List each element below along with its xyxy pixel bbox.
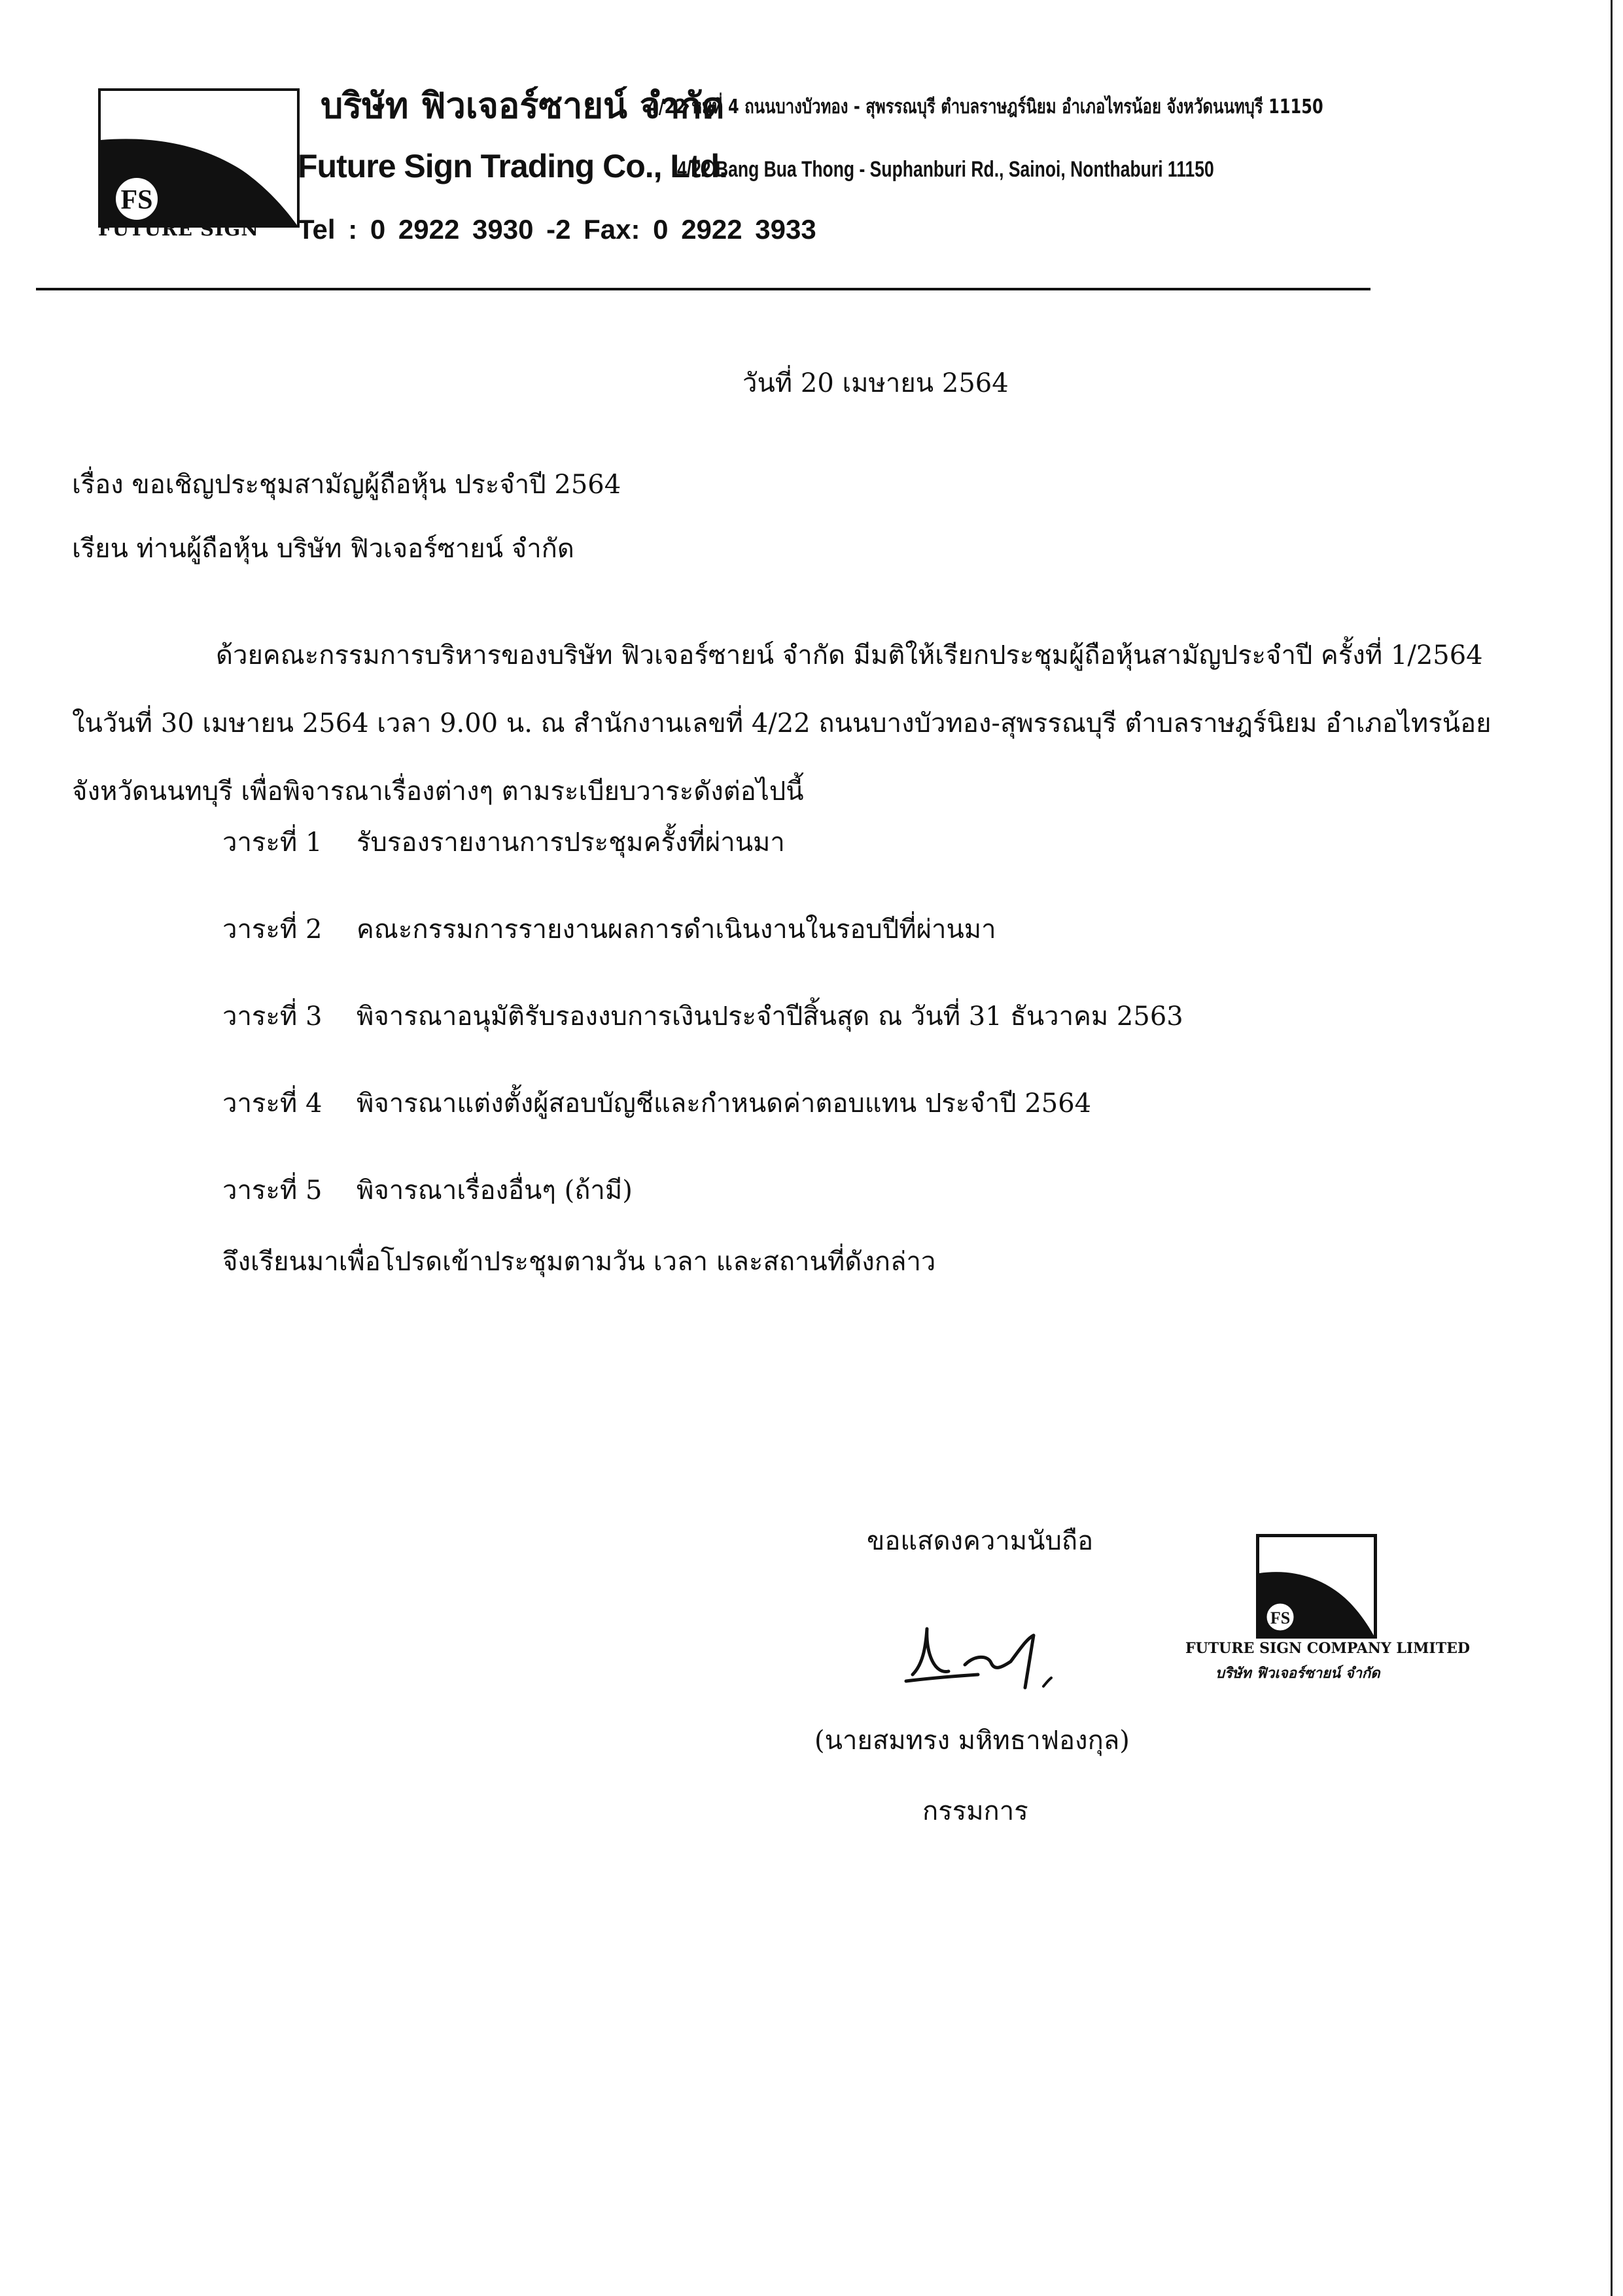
agenda-item: [222, 1169, 1183, 1256]
signer-position: กรรมการ: [922, 1796, 1028, 1826]
company-address-english: 4/22 Bang Bua Thong - Suphanburi Rd., Sainoi, Nonthaburi 11150: [677, 157, 1214, 182]
agenda-text: พิจารณาอนุมัติรับรองงบการเงินประจำปีสิ้นสุด ณ วันที่ 31 ธันวาคม 2563: [357, 1001, 1183, 1032]
agenda-number: วาระที่ 2: [222, 914, 323, 945]
letter-date: วันที่ 20 เมษายน 2564: [742, 368, 1009, 398]
company-phone-fax: Tel : 0 2922 3930 -2 Fax: 0 2922 3933: [298, 214, 816, 245]
seal-monogram: FS: [1270, 1609, 1291, 1627]
letter-subject: เรื่อง ขอเชิญประชุมสามัญผู้ถือหุ้น ประจำปี 2564: [72, 470, 621, 500]
agenda-text: รับรองรายงานการประชุมครั้งที่ผ่านมา: [357, 827, 785, 858]
agenda-text: พิจารณาเรื่องอื่นๆ (ถ้ามี): [357, 1175, 633, 1206]
agenda-number: วาระที่ 5: [222, 1175, 323, 1206]
company-logo: [98, 88, 300, 228]
logo-caption: FUTURE SIGN: [98, 218, 259, 240]
scan-edge-line: [1611, 0, 1613, 2296]
letterhead-divider: [36, 288, 1370, 290]
agenda-item: [222, 995, 1183, 1082]
letter-recipient: เรียน ท่านผู้ถือหุ้น บริษัท ฟิวเจอร์ซายน์ จำกัด: [72, 534, 574, 564]
agenda-item: [222, 908, 1183, 995]
seal-company-english: FUTURE SIGN COMPANY LIMITED: [1185, 1640, 1470, 1657]
handwritten-signature: [886, 1603, 1083, 1701]
agenda-item: [222, 821, 1183, 908]
letter-regards: ขอแสดงความนับถือ: [867, 1526, 1094, 1556]
agenda-text: พิจารณาแต่งตั้งผู้สอบบัญชีและกำหนดค่าตอบแทน ประจำปี 2564: [357, 1088, 1092, 1119]
agenda-number: วาระที่ 3: [222, 1001, 323, 1032]
agenda-item: [222, 1082, 1183, 1169]
agenda-text: คณะกรรมการรายงานผลการดำเนินงานในรอบปีที่ผ่านมา: [357, 914, 996, 945]
agenda-list: [222, 821, 1183, 1256]
logo-monogram: FS: [120, 185, 153, 215]
company-seal-logo: [1256, 1534, 1377, 1639]
agenda-number: วาระที่ 4: [222, 1088, 323, 1119]
company-address-thai: 4/22 หมู่ที่ 4 ถนนบางบัวทอง - สุพรรณบุรี ตำบลราษฎร์นิยม อำเภอไทรน้อย จังหวัดนนทบุรี 11150: [648, 96, 1323, 118]
letter-closing: จึงเรียนมาเพื่อโปรดเข้าประชุมตามวัน เวลา และสถานที่ดังกล่าว: [222, 1247, 936, 1277]
signer-name: (นายสมทรง มหิทธาฟองกุล): [814, 1726, 1130, 1756]
letter-body-paragraph: ด้วยคณะกรรมการบริหารของบริษัท ฟิวเจอร์ซายน์ จำกัด มีมติให้เรียกประชุมผู้ถือหุ้นสามัญประจำปี ครั้งที่ 1/2564 ในวันที่ 30 เมษายน 2564 เวลา 9.00 น. ณ สำนักงานเลขที่ 4/22 ถนนบางบัวทอง-สุพรรณบุรี ตำบลราษฎร์นิยม อำเภอไทรน้อย จังหวัดนนทบุรี เพื่อพิจารณาเรื่องต่างๆ ตามระเบียบวาระดังต่อไปนี้: [72, 640, 1492, 807]
company-name-english: Future Sign Trading Co., Ltd.: [298, 148, 728, 184]
seal-company-thai: บริษัท ฟิวเจอร์ซายน์ จำกัด: [1215, 1665, 1380, 1682]
agenda-number: วาระที่ 1: [222, 827, 323, 858]
company-name-thai: บริษัท ฟิวเจอร์ซายน์ จำกัด: [321, 85, 725, 126]
